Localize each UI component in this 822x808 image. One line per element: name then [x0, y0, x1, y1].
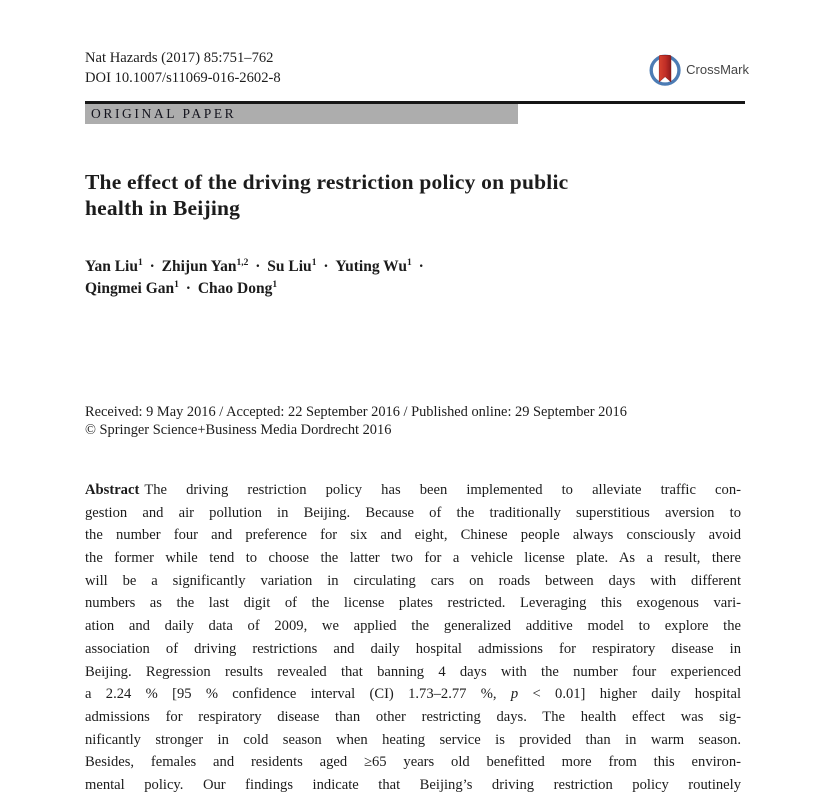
abstract-text: gestion and air pollution in Beijing. Because of the traditionally superstitious aversion to [85, 504, 741, 521]
crossmark-ribbon [659, 55, 671, 82]
author-separator: · [181, 280, 195, 297]
abstract-text: admissions for respiratory disease than other restricting days. The health effect was sig- [85, 708, 741, 725]
abstract-line [85, 615, 741, 638]
journal-citation: Nat Hazards (2017) 85:751–762 [85, 50, 274, 66]
author-name: Qingmei Gan$^1$ [85, 279, 179, 297]
abstract-text: nificantly stronger in cold season when heating service is provided than in warm season. [85, 731, 741, 748]
author-name: Zhijun Yan$^{1,2}$ [161, 257, 249, 275]
author-name: Su Liu$^1$ [267, 257, 317, 275]
author-affiliation-sup: 1 [272, 279, 278, 290]
abstract-line [85, 479, 741, 502]
author-affiliation-sup: 1 [407, 257, 412, 268]
article-meta [85, 403, 745, 439]
article-copyright: © Springer Science+Business Media Dordrecht 2016 [85, 422, 392, 438]
author-lines [85, 256, 745, 300]
abstract-text: the former while tend to choose the latter two for a vehicle license plate. As a result, there [85, 550, 741, 567]
abstract-text: the number four and preference for six and eight, Chinese people always consciously avoid [85, 527, 741, 544]
abstract-line [85, 706, 741, 729]
author-affiliation-sup: 1 [311, 257, 317, 268]
abstract-line [85, 751, 741, 774]
abstract-text: p [510, 686, 519, 703]
abstract-line [85, 547, 741, 570]
crossmark-badge[interactable] [649, 44, 749, 95]
abstract-text: ation and daily data of 2009, we applied the generalized additive model to explore the [85, 618, 741, 635]
abstract-text: a 2.24 % [95 % confidence interval (CI) 1.73–2.77 %, [85, 686, 511, 703]
author-separator: · [414, 258, 424, 275]
article-title-line-1: The effect of the driving restriction policy on public [85, 170, 569, 194]
author-separator: · [145, 258, 159, 275]
author-line [85, 256, 745, 278]
abstract-text: The driving restriction policy has been implemented to alleviate traffic con- [144, 482, 741, 498]
author-affiliation-sup: 1 [174, 279, 179, 290]
abstract-paragraph [85, 479, 741, 797]
author-affiliation-sup: 1 [138, 257, 143, 268]
author-name: Chao Dong$^1$ [197, 279, 278, 297]
article-title-line-2: health in Beijing [85, 196, 241, 220]
abstract-line [85, 502, 741, 525]
author-separator: · [319, 258, 333, 275]
abstract-text: Beijing. Regression results revealed that banning 4 days with the number four experienced [85, 663, 741, 680]
author-line [85, 278, 745, 300]
author-name: Yan Liu$^1$ [85, 257, 143, 275]
abstract-line [85, 729, 741, 752]
abstract-line [85, 570, 741, 593]
abstract-text: numbers as the last digit of the license plates restricted. Leveraging this exogenous vari- [85, 595, 741, 612]
journal-header [85, 48, 281, 88]
journal-doi: DOI 10.1007/s11069-016-2602-8 [85, 70, 281, 86]
article-title [85, 169, 745, 221]
abstract-line [85, 774, 741, 797]
abstract-label: Abstract [85, 482, 140, 498]
author-separator: · [251, 258, 265, 275]
abstract-line [85, 683, 741, 706]
abstract-text: association of driving restrictions and daily hospital admissions for respiratory disease in [85, 640, 741, 657]
article-history: Received: 9 May 2016 / Accepted: 22 September 2016 / Published online: 29 September 2016 [85, 404, 627, 420]
abstract-text: will be a significantly variation in circulating cars on roads between days with different [85, 572, 741, 589]
abstract-text: mental policy. Our findings indicate that Beijing’s driving restriction policy routinely [85, 776, 741, 793]
author-affiliation-sup: 1,2 [236, 257, 249, 268]
abstract-line [85, 592, 741, 615]
crossmark-label: CrossMark [686, 62, 749, 77]
section-label: ORIGINAL PAPER [91, 106, 237, 121]
abstract-text: Besides, females and residents aged ≥65 years old benefitted more from this environ- [85, 754, 741, 771]
crossmark-icon [649, 44, 681, 95]
section-banner [85, 104, 518, 124]
author-name: Yuting Wu$^1$ [335, 257, 412, 275]
abstract-text: < 0.01] higher daily hospital [518, 686, 741, 703]
abstract-line [85, 661, 741, 684]
abstract-line [85, 638, 741, 661]
abstract-line [85, 524, 741, 547]
